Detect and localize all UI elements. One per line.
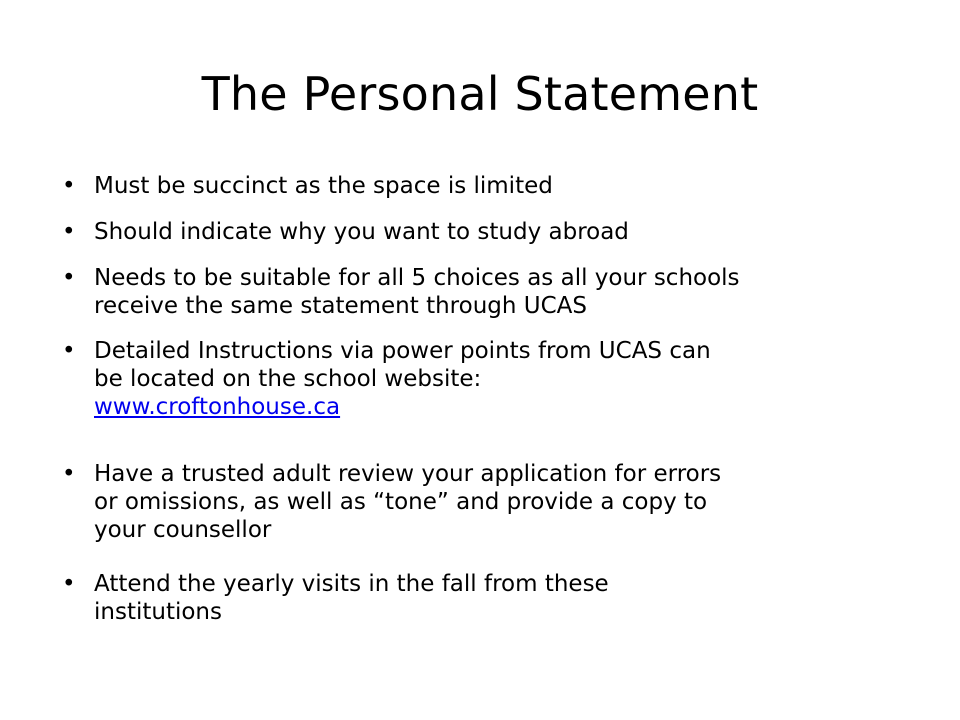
bullet-line: • Must be succinct as the space is limited xyxy=(94,173,553,199)
bullet-line: • Needs to be suitable for all 5 choices as all your schools xyxy=(94,265,740,291)
bullet-line: • Have a trusted adult review your application for errors xyxy=(94,461,722,487)
bullet-line-link xyxy=(94,393,924,421)
slide-title: The Personal Statement xyxy=(201,67,759,121)
bullet-line: receive the same statement through UCAS xyxy=(94,293,587,319)
bullet-item xyxy=(94,337,924,421)
bullet-item xyxy=(94,460,924,544)
bullet-line: • Detailed Instructions via power points from UCAS can xyxy=(94,338,711,364)
bullet-item xyxy=(94,218,924,246)
bullet-line: your counsellor xyxy=(94,517,272,543)
bullet-item xyxy=(94,570,924,626)
bullet-item xyxy=(94,172,924,200)
bullet-line: • Attend the yearly visits in the fall from these xyxy=(94,571,609,597)
bullet-line: • Should indicate why you want to study abroad xyxy=(94,219,629,245)
bullet-line: institutions xyxy=(94,599,222,625)
school-website-link[interactable]: www.croftonhouse.ca xyxy=(94,394,341,420)
bullet-line: be located on the school website: xyxy=(94,366,482,392)
bullet-item xyxy=(94,264,924,320)
bullet-line: or omissions, as well as “tone” and provide a copy to xyxy=(94,489,708,515)
